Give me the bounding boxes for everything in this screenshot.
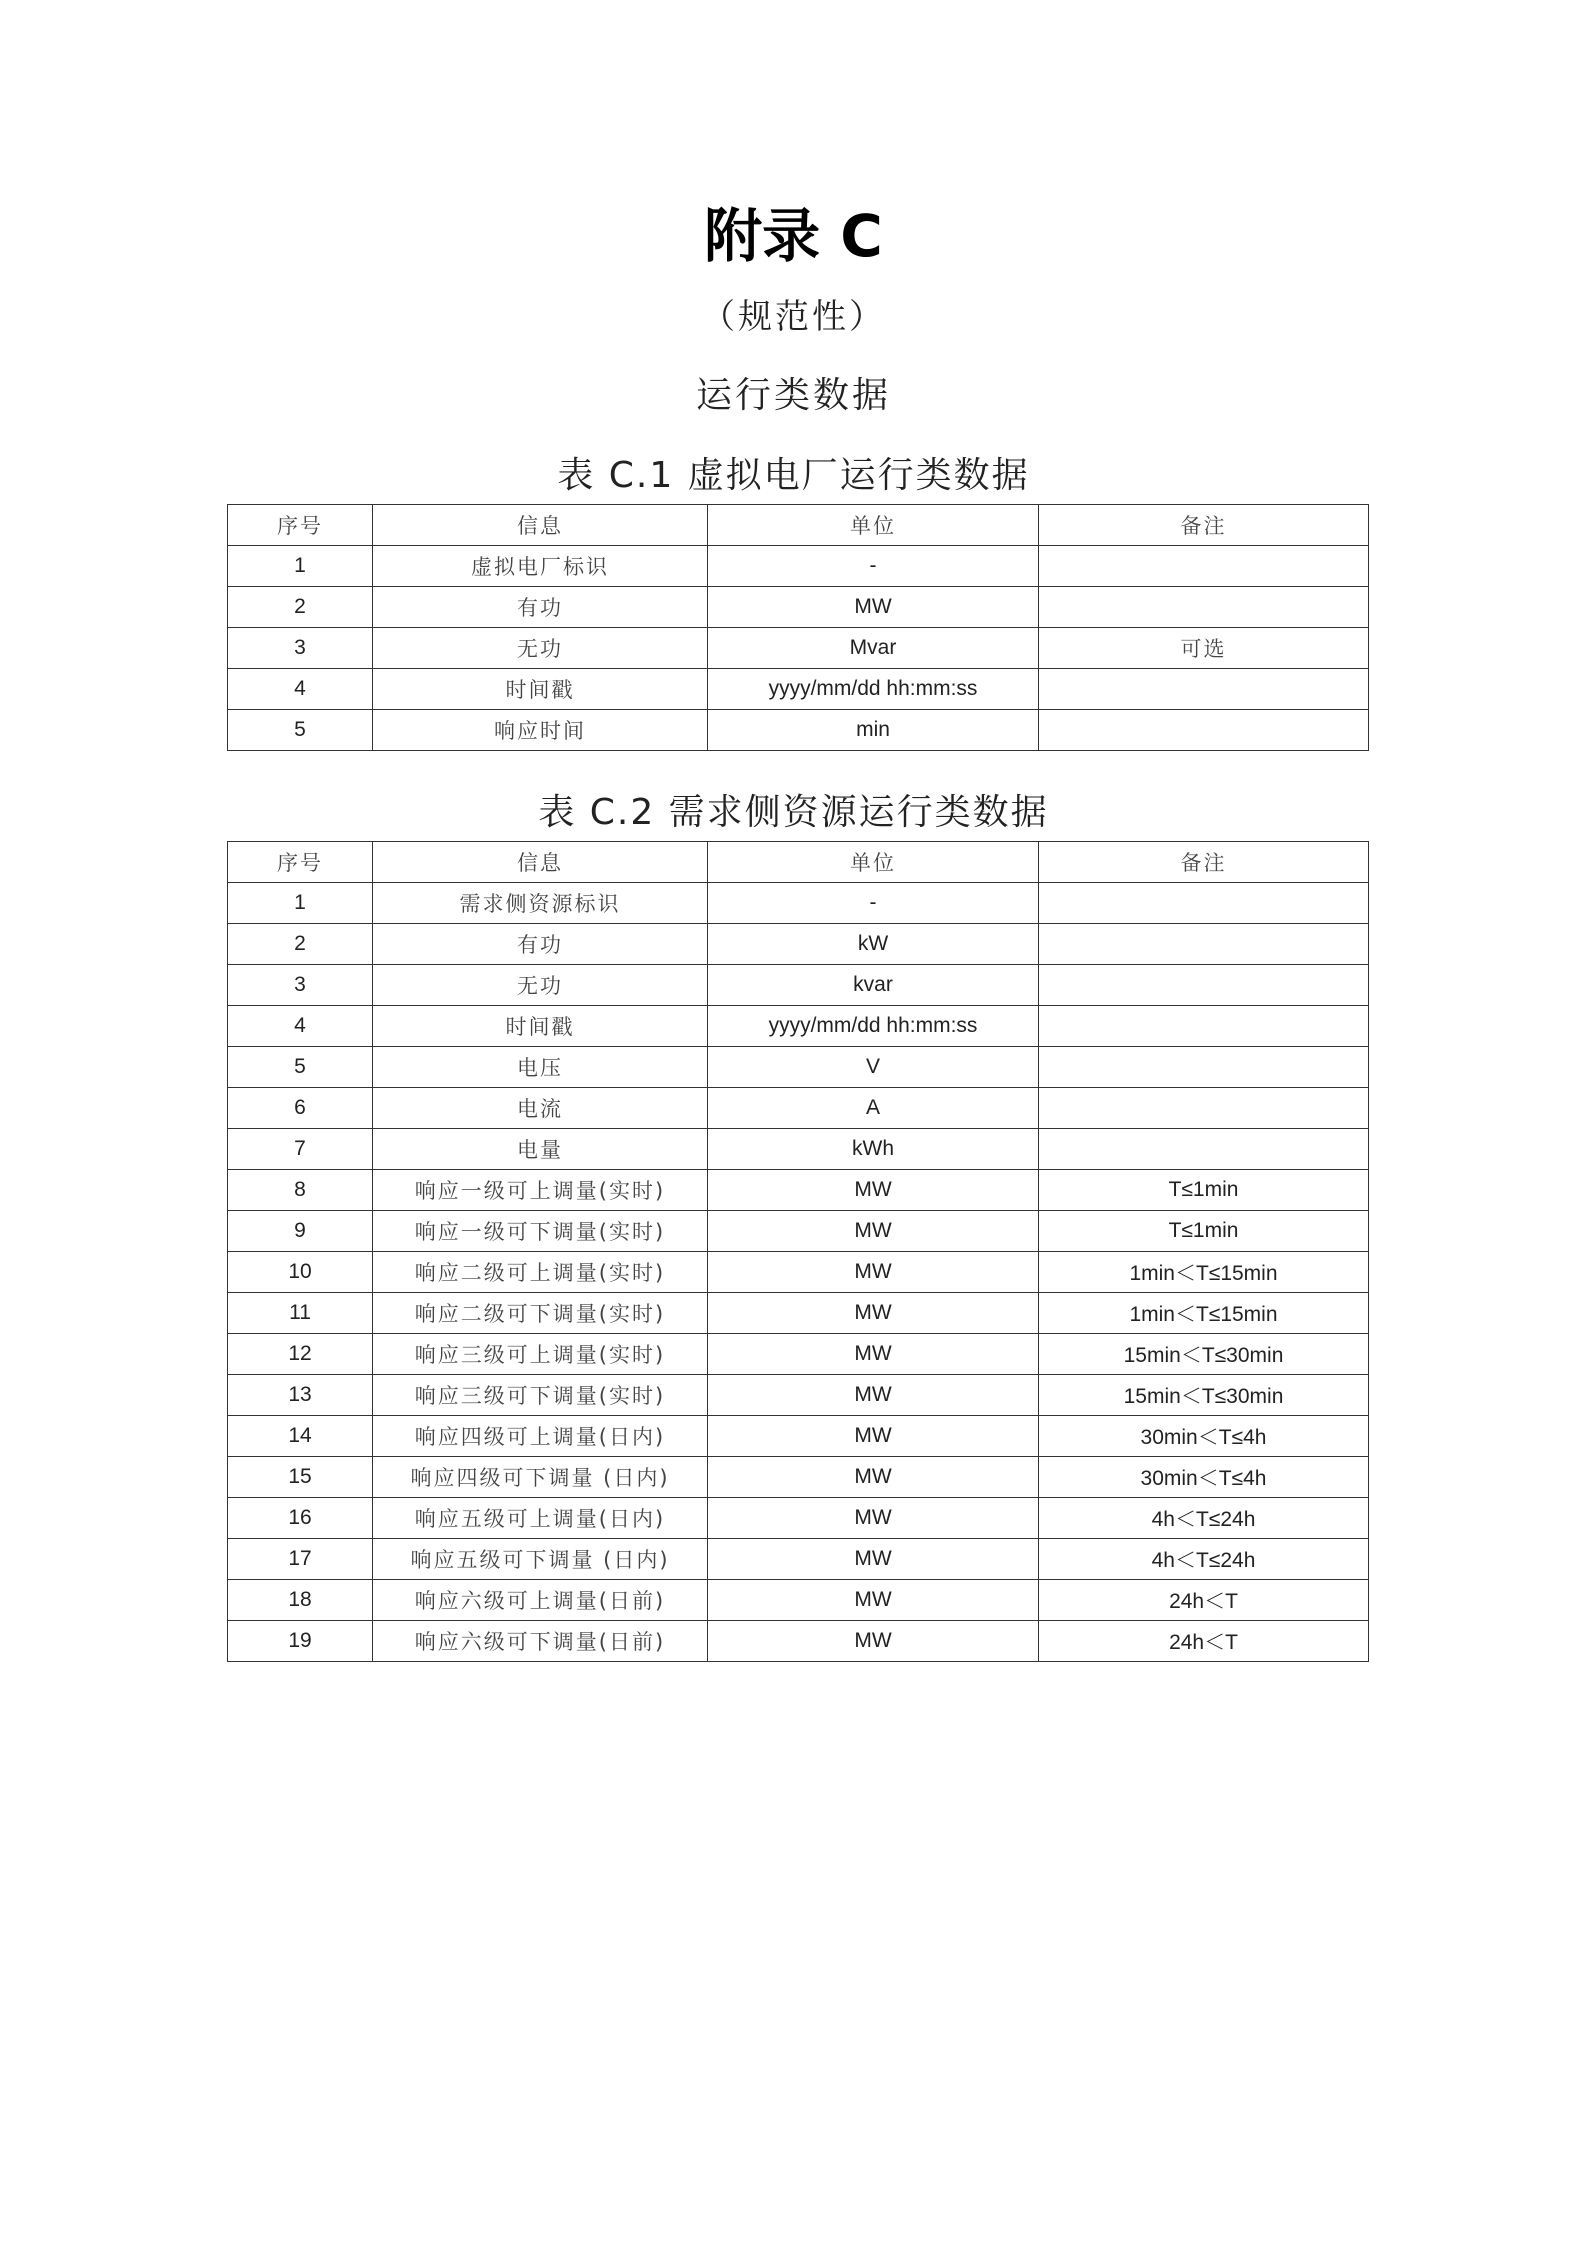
table-row bbox=[228, 546, 1369, 587]
row-note: 15min＜T≤30min bbox=[1039, 1375, 1369, 1416]
row-unit: MW bbox=[708, 1539, 1039, 1580]
row-unit: MW bbox=[708, 1334, 1039, 1375]
table-row bbox=[228, 883, 1369, 924]
row-note bbox=[1039, 587, 1369, 628]
table-row bbox=[228, 1580, 1369, 1621]
row-info: 响应三级可上调量(实时) bbox=[373, 1334, 708, 1375]
table-row bbox=[228, 1375, 1369, 1416]
row-info: 无功 bbox=[373, 965, 708, 1006]
table-row bbox=[228, 587, 1369, 628]
row-info: 响应二级可下调量(实时) bbox=[373, 1293, 708, 1334]
row-unit: MW bbox=[708, 1498, 1039, 1539]
row-seq: 9 bbox=[228, 1211, 373, 1252]
row-note bbox=[1039, 546, 1369, 587]
row-note: 24h＜T bbox=[1039, 1580, 1369, 1621]
row-seq: 1 bbox=[228, 546, 373, 587]
row-seq: 11 bbox=[228, 1293, 373, 1334]
row-note bbox=[1039, 924, 1369, 965]
row-seq: 7 bbox=[228, 1129, 373, 1170]
row-note: 4h＜T≤24h bbox=[1039, 1539, 1369, 1580]
row-note: 30min＜T≤4h bbox=[1039, 1416, 1369, 1457]
table-c2-caption: 表 C.2 需求侧资源运行类数据 bbox=[538, 792, 1049, 833]
row-info: 无功 bbox=[373, 628, 708, 669]
row-info: 响应一级可上调量(实时) bbox=[373, 1170, 708, 1211]
row-unit: MW bbox=[708, 1170, 1039, 1211]
row-info: 响应一级可下调量(实时) bbox=[373, 1211, 708, 1252]
table-c2 bbox=[227, 841, 1369, 1662]
row-note bbox=[1039, 883, 1369, 924]
row-note bbox=[1039, 710, 1369, 751]
row-note: 1min＜T≤15min bbox=[1039, 1252, 1369, 1293]
row-info: 电流 bbox=[373, 1088, 708, 1129]
row-info: 有功 bbox=[373, 924, 708, 965]
row-info: 响应三级可下调量(实时) bbox=[373, 1375, 708, 1416]
row-unit: MW bbox=[708, 1252, 1039, 1293]
row-info: 响应时间 bbox=[373, 710, 708, 751]
appendix-title: 附录 C bbox=[704, 202, 883, 270]
header-unit: 单位 bbox=[708, 505, 1039, 546]
row-unit: kW bbox=[708, 924, 1039, 965]
row-info: 虚拟电厂标识 bbox=[373, 546, 708, 587]
row-note bbox=[1039, 965, 1369, 1006]
row-seq: 3 bbox=[228, 628, 373, 669]
table-row bbox=[228, 1006, 1369, 1047]
row-unit: MW bbox=[708, 587, 1039, 628]
row-info: 电量 bbox=[373, 1129, 708, 1170]
row-unit: MW bbox=[708, 1621, 1039, 1662]
row-note: 30min＜T≤4h bbox=[1039, 1457, 1369, 1498]
row-unit: MW bbox=[708, 1580, 1039, 1621]
row-seq: 12 bbox=[228, 1334, 373, 1375]
row-unit: A bbox=[708, 1088, 1039, 1129]
row-seq: 14 bbox=[228, 1416, 373, 1457]
row-note bbox=[1039, 1088, 1369, 1129]
header-info: 信息 bbox=[373, 505, 708, 546]
table-c1-caption: 表 C.1 虚拟电厂运行类数据 bbox=[557, 455, 1030, 496]
row-unit: yyyy/mm/dd hh:mm:ss bbox=[708, 1006, 1039, 1047]
row-note: 1min＜T≤15min bbox=[1039, 1293, 1369, 1334]
row-note bbox=[1039, 669, 1369, 710]
table-row bbox=[228, 1293, 1369, 1334]
table-header-row bbox=[228, 505, 1369, 546]
row-seq: 6 bbox=[228, 1088, 373, 1129]
header-info: 信息 bbox=[373, 842, 708, 883]
row-info: 响应四级可上调量(日内) bbox=[373, 1416, 708, 1457]
table-row bbox=[228, 1621, 1369, 1662]
row-info: 响应二级可上调量(实时) bbox=[373, 1252, 708, 1293]
row-info: 响应六级可上调量(日前) bbox=[373, 1580, 708, 1621]
row-note bbox=[1039, 1047, 1369, 1088]
header-note: 备注 bbox=[1039, 505, 1369, 546]
row-unit: - bbox=[708, 883, 1039, 924]
table-row bbox=[228, 1252, 1369, 1293]
table-row bbox=[228, 1088, 1369, 1129]
row-info: 电压 bbox=[373, 1047, 708, 1088]
row-unit: min bbox=[708, 710, 1039, 751]
row-info: 响应六级可下调量(日前) bbox=[373, 1621, 708, 1662]
table-row bbox=[228, 1047, 1369, 1088]
row-unit: kvar bbox=[708, 965, 1039, 1006]
row-seq: 15 bbox=[228, 1457, 373, 1498]
row-seq: 17 bbox=[228, 1539, 373, 1580]
table-row bbox=[228, 924, 1369, 965]
table-row bbox=[228, 628, 1369, 669]
row-seq: 19 bbox=[228, 1621, 373, 1662]
table-row bbox=[228, 1416, 1369, 1457]
header-unit: 单位 bbox=[708, 842, 1039, 883]
table-c2-body bbox=[228, 883, 1369, 1662]
table-row bbox=[228, 965, 1369, 1006]
row-info: 响应四级可下调量 (日内) bbox=[373, 1457, 708, 1498]
appendix-subtitle: （规范性） bbox=[701, 297, 886, 337]
row-seq: 2 bbox=[228, 924, 373, 965]
row-unit: MW bbox=[708, 1293, 1039, 1334]
row-seq: 5 bbox=[228, 1047, 373, 1088]
row-seq: 8 bbox=[228, 1170, 373, 1211]
row-note bbox=[1039, 1129, 1369, 1170]
table-row bbox=[228, 1170, 1369, 1211]
table-row bbox=[228, 1498, 1369, 1539]
row-seq: 18 bbox=[228, 1580, 373, 1621]
row-seq: 3 bbox=[228, 965, 373, 1006]
row-note: 24h＜T bbox=[1039, 1621, 1369, 1662]
row-seq: 5 bbox=[228, 710, 373, 751]
row-info: 时间戳 bbox=[373, 1006, 708, 1047]
row-note: 4h＜T≤24h bbox=[1039, 1498, 1369, 1539]
row-info: 需求侧资源标识 bbox=[373, 883, 708, 924]
row-seq: 16 bbox=[228, 1498, 373, 1539]
row-unit: yyyy/mm/dd hh:mm:ss bbox=[708, 669, 1039, 710]
table-c1-body bbox=[228, 546, 1369, 751]
row-info: 时间戳 bbox=[373, 669, 708, 710]
row-seq: 1 bbox=[228, 883, 373, 924]
row-note: 15min＜T≤30min bbox=[1039, 1334, 1369, 1375]
table-row bbox=[228, 1457, 1369, 1498]
row-seq: 2 bbox=[228, 587, 373, 628]
header-note: 备注 bbox=[1039, 842, 1369, 883]
table-c1 bbox=[227, 504, 1369, 751]
row-unit: MW bbox=[708, 1211, 1039, 1252]
row-note: T≤1min bbox=[1039, 1170, 1369, 1211]
row-seq: 4 bbox=[228, 669, 373, 710]
row-note: T≤1min bbox=[1039, 1211, 1369, 1252]
table-header-row bbox=[228, 842, 1369, 883]
table-row bbox=[228, 1539, 1369, 1580]
row-seq: 4 bbox=[228, 1006, 373, 1047]
section-title: 运行类数据 bbox=[695, 375, 891, 416]
table-row bbox=[228, 1129, 1369, 1170]
table-row bbox=[228, 1211, 1369, 1252]
row-unit: - bbox=[708, 546, 1039, 587]
row-seq: 13 bbox=[228, 1375, 373, 1416]
row-note bbox=[1039, 1006, 1369, 1047]
row-note: 可选 bbox=[1039, 628, 1369, 669]
row-unit: Mvar bbox=[708, 628, 1039, 669]
row-unit: MW bbox=[708, 1457, 1039, 1498]
table-row bbox=[228, 1334, 1369, 1375]
row-info: 响应五级可下调量 (日内) bbox=[373, 1539, 708, 1580]
row-seq: 10 bbox=[228, 1252, 373, 1293]
header-seq: 序号 bbox=[228, 505, 373, 546]
row-info: 有功 bbox=[373, 587, 708, 628]
row-unit: kWh bbox=[708, 1129, 1039, 1170]
table-row bbox=[228, 710, 1369, 751]
row-unit: MW bbox=[708, 1375, 1039, 1416]
header-seq: 序号 bbox=[228, 842, 373, 883]
table-row bbox=[228, 669, 1369, 710]
row-unit: V bbox=[708, 1047, 1039, 1088]
row-unit: MW bbox=[708, 1416, 1039, 1457]
row-info: 响应五级可上调量(日内) bbox=[373, 1498, 708, 1539]
